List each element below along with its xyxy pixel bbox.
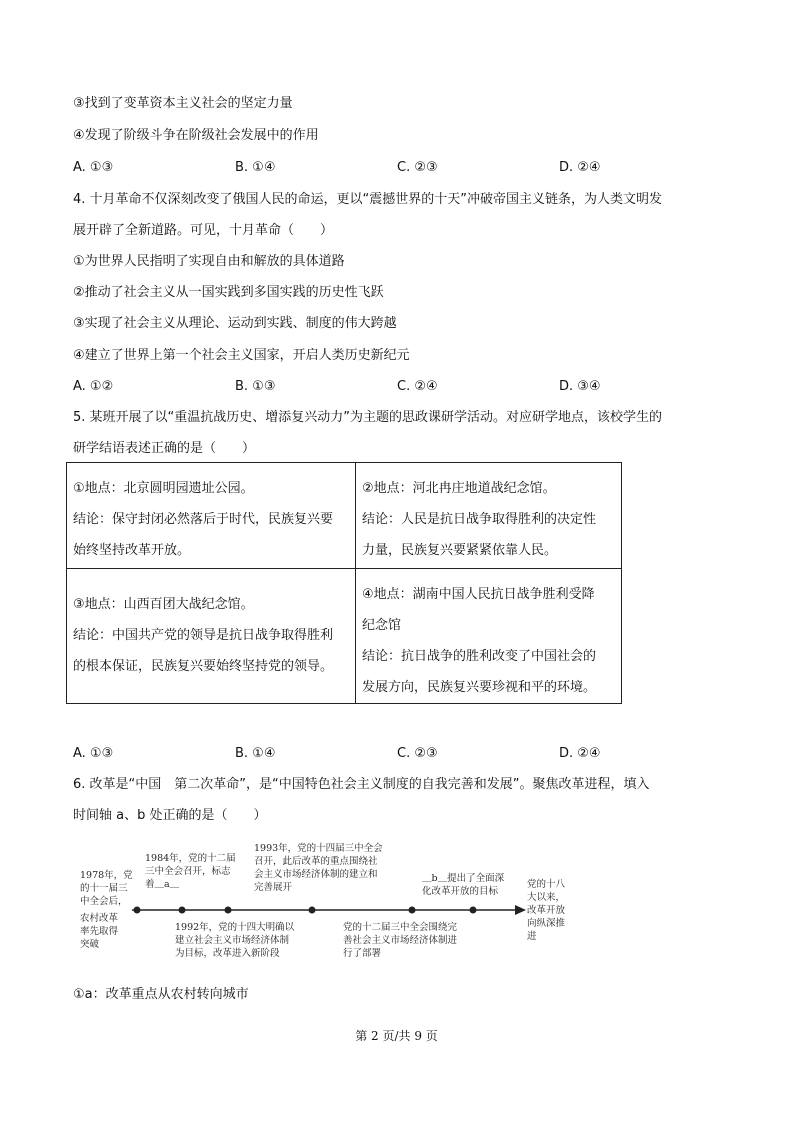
timeline-b	[422, 872, 504, 898]
option-a[interactable]: A. ①②	[73, 379, 114, 394]
tl-line: 1984年，党的十二届	[145, 853, 236, 864]
tl-line: 进	[527, 931, 537, 942]
cell-line: 发展方向，民族复兴要珍视和平的环境。	[362, 680, 597, 695]
timeline-1978	[80, 869, 133, 951]
q4-statement-2: ②推动了社会主义从一国实践到多国实践的历史性飞跃	[73, 285, 384, 300]
tl-line: 中全会后，	[80, 896, 128, 907]
tl-line: 召开，此后改革的重点围绕社	[254, 856, 378, 867]
option-b[interactable]: B. ①④	[235, 160, 276, 175]
option-d[interactable]: D. ②④	[559, 160, 601, 175]
option-d[interactable]: D. ②④	[559, 746, 601, 761]
timeline-dot	[409, 907, 416, 914]
timeline-arrow	[515, 905, 526, 915]
cell-line: ④地点：湖南中国人民抗日战争胜利受降	[362, 587, 595, 602]
question-6-line-2: 时间轴 a、b 处正确的是（ ）	[73, 808, 267, 823]
cell-line: 结论：中国共产党的领导是抗日战争取得胜利	[73, 628, 334, 643]
option-a[interactable]: A. ①③	[73, 746, 114, 761]
timeline-dot	[470, 907, 477, 914]
q4-statement-3: ③实现了社会主义从理论、运动到实践、制度的伟大跨越	[73, 316, 397, 331]
cell-line: 结论：人民是抗日战争取得胜利的决定性	[362, 512, 597, 527]
tl-line: 化改革开放的目标	[422, 886, 499, 897]
q4-statement-1: ①为世界人民指明了实现自由和解放的具体道路	[73, 254, 345, 269]
option-b[interactable]: B. ①④	[235, 746, 276, 761]
tl-line: 建立社会主义市场经济体制	[175, 935, 290, 946]
option-a[interactable]: A. ①③	[73, 160, 114, 175]
question-4-line-1: 4. 十月革命不仅深刻改变了俄国人民的命运，更以“震撼世界的十天”冲破帝国主义链条，为人类文明发	[73, 192, 663, 207]
timeline-18th	[527, 878, 565, 943]
tl-line: 1993年，党的十四届三中全会	[254, 843, 383, 854]
cell-line: 结论：抗日战争的胜利改变了中国社会的	[362, 649, 597, 664]
line-opt4: ④发现了阶级斗争在阶级社会发展中的作用	[73, 128, 319, 143]
cell-line: 的根本保证，民族复兴要始终坚持党的领导。	[73, 659, 334, 674]
timeline-1992	[175, 921, 294, 960]
tl-line: 三中全会召开，标志	[145, 866, 231, 877]
tl-line: 党的十二届三中全会围绕完	[343, 922, 458, 933]
line-opt3: ③找到了变革资本主义社会的坚定力量	[73, 96, 293, 111]
question-6-line-1: 6. 改革是“中国 第二次革命”，是“中国特色社会主义制度的自我完善和发展”。聚焦改革进程，填入	[73, 777, 650, 792]
tl-line: 率先取得	[80, 926, 119, 937]
page-footer: 第 2 页/共 9 页	[355, 1029, 438, 1043]
question-4-line-2: 展开辟了全新道路。可见，十月革命（ ）	[73, 223, 334, 238]
timeline-dot	[309, 907, 316, 914]
option-b[interactable]: B. ①③	[235, 379, 276, 394]
tl-line: 1992年，党的十四大明确以	[175, 922, 295, 933]
cell-line: ②地点：河北冉庄地道战纪念馆。	[362, 481, 556, 496]
cell-line: 始终坚持改革开放。	[73, 543, 191, 558]
tl-line: 完善展开	[254, 882, 293, 893]
tl-line: 大以来，	[527, 892, 566, 903]
tl-line: 1978年，党	[80, 870, 133, 881]
tl-line: 着＿a＿	[145, 879, 180, 890]
tl-line: 行了部署	[343, 948, 382, 959]
timeline-1993	[254, 842, 383, 894]
tl-line: 突破	[80, 939, 100, 950]
tl-line: ＿b＿提出了全面深	[422, 873, 505, 884]
question-5-line-1: 5. 某班开展了以“重温抗战历史、增添复兴动力”为主题的思政课研学活动。对应研学地点，该校学生的	[73, 410, 663, 425]
tl-line: 为目标，改革进入新阶段	[175, 948, 280, 959]
question-5-line-2: 研学结语表述正确的是（ ）	[73, 441, 256, 456]
cell-line: ①地点：北京圆明园遗址公园。	[73, 481, 254, 496]
timeline-12th	[343, 921, 457, 960]
tl-line: 善社会主义市场经济体制进	[343, 935, 458, 946]
timeline-1984	[145, 852, 236, 891]
tl-line: 会主义市场经济体制的建立和	[254, 869, 378, 880]
option-c[interactable]: C. ②③	[397, 160, 438, 175]
timeline-dot	[225, 907, 232, 914]
cell-line: ③地点：山西百团大战纪念馆。	[73, 597, 254, 612]
q4-statement-4: ④建立了世界上第一个社会主义国家，开启人类历史新纪元	[73, 348, 410, 363]
timeline-dot	[134, 907, 141, 914]
option-d[interactable]: D. ③④	[559, 379, 601, 394]
option-c[interactable]: C. ②④	[397, 379, 438, 394]
tl-line: 农村改革	[80, 913, 119, 924]
q6-statement-1: ①a：改革重点从农村转向城市	[73, 987, 249, 1002]
tl-line: 的十一届三	[80, 883, 128, 894]
cell-line: 结论：保守封闭必然落后于时代，民族复兴要	[73, 512, 334, 527]
cell-line: 纪念馆	[362, 618, 402, 633]
tl-line: 党的十八	[527, 879, 566, 890]
timeline-dot	[179, 907, 186, 914]
option-c[interactable]: C. ②③	[397, 746, 438, 761]
tl-line: 向纵深推	[527, 918, 566, 929]
tl-line: 改革开放	[527, 905, 566, 916]
cell-line: 力量，民族复兴要紧紧依靠人民。	[362, 543, 558, 558]
